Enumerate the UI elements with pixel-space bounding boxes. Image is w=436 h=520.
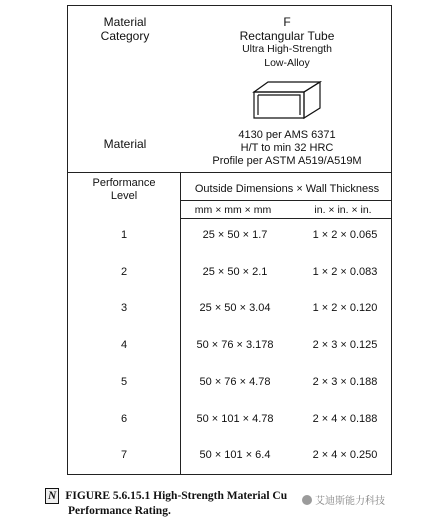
rectangular-tube-illustration: [250, 78, 328, 122]
performance-level-cell: 5: [120, 375, 128, 388]
imperial-dimension-cell: 1 × 2 × 0.065: [312, 229, 378, 241]
imperial-dimension-cell: 1 × 2 × 0.120: [312, 302, 378, 315]
category-desc-2: Low-Alloy: [264, 57, 310, 69]
category-name: Rectangular Tube: [239, 29, 335, 43]
material-label: Material: [103, 137, 147, 151]
imperial-dimension-cell: 1 × 2 × 0.083: [312, 265, 378, 278]
metric-dimension-cell: 50 × 76 × 3.178: [196, 339, 274, 352]
units-rule: [180, 200, 392, 201]
performance-level-cell: 7: [120, 449, 128, 462]
category-desc-1: Ultra High-Strength: [242, 43, 332, 55]
imperial-dimension-cell: 2 × 3 × 0.188: [312, 375, 378, 388]
performance-level-cell: 6: [120, 412, 128, 425]
material-spec-3: Profile per ASTM A519/A519M: [212, 155, 362, 167]
caption-line-1: FIGURE 5.6.15.1 High-Strength Material Cu: [65, 490, 288, 502]
caption-line-2: Performance Rating.: [68, 505, 171, 517]
watermark-text: 艾迪斯能力科技: [315, 496, 385, 507]
caption-marker: N: [45, 488, 59, 504]
wechat-icon: [302, 495, 312, 505]
dimensions-header: Outside Dimensions × Wall Thickness: [194, 183, 380, 195]
units-metric: mm × mm × mm: [194, 204, 272, 216]
metric-dimension-cell: 50 × 76 × 4.78: [199, 375, 271, 388]
material-category-label: Material Category: [100, 15, 150, 43]
performance-level-cell: 1: [120, 229, 128, 241]
metric-dimension-cell: 25 × 50 × 2.1: [202, 265, 268, 278]
units-bottom-rule: [180, 218, 392, 219]
imperial-dimension-cell: 2 × 4 × 0.188: [312, 412, 378, 425]
imperial-dimension-cell: 2 × 3 × 0.125: [312, 339, 378, 352]
metric-dimension-cell: 50 × 101 × 4.78: [196, 412, 274, 425]
metric-dimension-cell: 50 × 101 × 6.4: [199, 449, 271, 462]
imperial-dimension-cell: 2 × 4 × 0.250: [312, 449, 378, 462]
metric-dimension-cell: 25 × 50 × 1.7: [202, 229, 268, 241]
units-imperial: in. × in. × in.: [314, 204, 372, 216]
performance-level-cell: 4: [120, 339, 128, 352]
performance-level-cell: 2: [120, 265, 128, 278]
watermark: [302, 492, 385, 507]
figure-caption: [45, 488, 287, 518]
metric-dimension-cell: 25 × 50 × 3.04: [199, 302, 271, 315]
performance-level-cell: 3: [120, 302, 128, 315]
category-code: F: [283, 15, 291, 29]
material-spec-2: H/T to min 32 HRC: [240, 142, 334, 154]
performance-level-header: Performance Level: [92, 177, 156, 202]
header-rule: [67, 172, 392, 173]
material-spec-1: 4130 per AMS 6371: [238, 129, 336, 141]
